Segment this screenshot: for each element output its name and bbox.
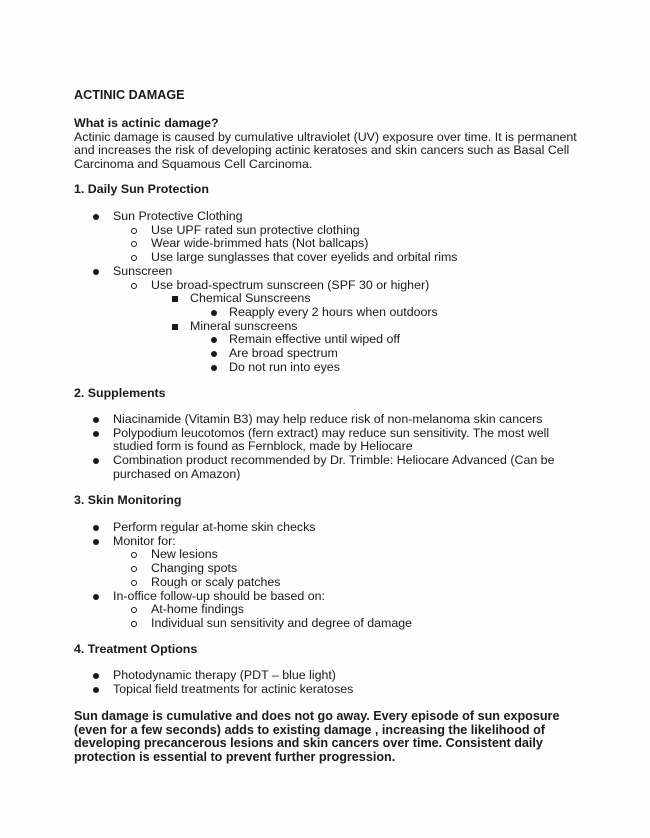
hollow-bullet-icon xyxy=(131,607,137,613)
list-item xyxy=(0,603,650,617)
list-item xyxy=(0,210,573,224)
filled-bullet-icon xyxy=(93,525,99,531)
list-item xyxy=(0,333,650,347)
hollow-bullet-icon xyxy=(131,566,137,572)
filled-bullet-icon xyxy=(93,687,99,693)
list-item-text: Rough or scaly patches xyxy=(151,574,281,589)
list-item xyxy=(0,562,650,576)
filled-bullet-icon xyxy=(93,417,99,423)
section-heading-supplements: 2. Supplements xyxy=(74,386,166,400)
list-item-text: Mineral sunscreens xyxy=(190,318,298,333)
section-heading-treatment-options: 4. Treatment Options xyxy=(74,642,198,656)
list-item xyxy=(0,535,573,549)
list-item xyxy=(0,279,650,293)
list-item xyxy=(0,251,650,265)
list-item-text: Polypodium leucotomos (fern extract) may reduce sun sensitivity. The most well studied form is found as Fernblock, made by Heliocare xyxy=(113,425,550,454)
square-bullet-icon xyxy=(172,296,178,302)
filled-bullet-icon xyxy=(93,431,99,437)
treatment-options-list xyxy=(0,669,650,696)
intro-block xyxy=(74,117,589,172)
list-item-text: Niacinamide (Vitamin B3) may help reduce risk of non-melanoma skin cancers xyxy=(113,412,543,426)
list-item-text: Sunscreen xyxy=(113,263,173,278)
list-item xyxy=(0,521,573,535)
filled-bullet-icon xyxy=(93,539,99,545)
list-item xyxy=(0,548,650,562)
supplements-list xyxy=(0,413,650,482)
list-item xyxy=(0,265,573,279)
list-item-text: Use broad-spectrum sunscreen (SPF 30 or higher) xyxy=(151,277,430,292)
filled-bullet-icon xyxy=(93,594,99,600)
list-item-text: New lesions xyxy=(151,547,218,562)
hollow-bullet-icon xyxy=(131,621,137,627)
hollow-bullet-icon xyxy=(131,283,137,289)
list-item-text: Topical field treatments for actinic keratoses xyxy=(113,681,354,696)
sun-protection-list xyxy=(0,210,650,374)
list-item-text: Use UPF rated sun protective clothing xyxy=(151,222,360,237)
filled-bullet-icon xyxy=(93,269,99,275)
list-item xyxy=(0,669,573,683)
list-item xyxy=(0,347,650,361)
list-item xyxy=(0,576,650,590)
filled-bullet-icon xyxy=(211,337,217,343)
skin-monitoring-list xyxy=(0,521,650,631)
list-item xyxy=(0,617,650,631)
filled-bullet-icon xyxy=(93,673,99,679)
hollow-bullet-icon xyxy=(131,228,137,234)
hollow-bullet-icon xyxy=(131,255,137,261)
filled-bullet-icon xyxy=(211,310,217,316)
hollow-bullet-icon xyxy=(131,580,137,586)
hollow-bullet-icon xyxy=(131,241,137,247)
list-item-text: Individual sun sensitivity and degree of damage xyxy=(151,615,413,630)
intro-text: Actinic damage is caused by cumulative ultraviolet (UV) exposure over time. It is permanent and increases the risk of developing actinic keratoses and skin cancers such as Basal Cell Carcinoma and Squamous Cell Carcinoma. xyxy=(74,129,577,172)
square-bullet-icon xyxy=(172,324,178,330)
list-item xyxy=(0,320,650,334)
intro-question: What is actinic damage? xyxy=(74,116,219,130)
list-item-text: Wear wide-brimmed hats (Not ballcaps) xyxy=(151,236,369,251)
list-item xyxy=(0,237,650,251)
list-item xyxy=(0,306,650,320)
list-item-text: Chemical Sunscreens xyxy=(190,291,311,306)
list-item xyxy=(0,361,650,375)
list-item-text: Perform regular at-home skin checks xyxy=(113,520,316,534)
list-item-text: Reapply every 2 hours when outdoors xyxy=(229,304,438,319)
section-heading-skin-monitoring: 3. Skin Monitoring xyxy=(74,493,182,507)
list-item xyxy=(0,292,650,306)
list-item-text: Monitor for: xyxy=(113,533,176,548)
filled-bullet-icon xyxy=(93,458,99,464)
filled-bullet-icon xyxy=(93,214,99,220)
list-item xyxy=(0,590,573,604)
list-item-text: Photodynamic therapy (PDT – blue light) xyxy=(113,668,336,682)
list-item-text: Use large sunglasses that cover eyelids and orbital rims xyxy=(151,250,458,265)
section-heading-sun-protection: 1. Daily Sun Protection xyxy=(74,182,209,196)
list-item xyxy=(0,224,650,238)
list-item-text: Changing spots xyxy=(151,561,238,576)
list-item xyxy=(0,454,573,481)
filled-bullet-icon xyxy=(211,351,217,357)
list-item xyxy=(0,683,573,697)
list-item-text: Are broad spectrum xyxy=(229,346,338,361)
list-item xyxy=(0,427,573,454)
list-item-text: Sun Protective Clothing xyxy=(113,209,243,223)
list-item-text: Combination product recommended by Dr. Trimble: Heliocare Advanced (Can be purchased on Amazon) xyxy=(113,453,555,481)
hollow-bullet-icon xyxy=(131,552,137,558)
list-item-text: At-home findings xyxy=(151,602,244,617)
list-item xyxy=(0,413,573,427)
filled-bullet-icon xyxy=(211,365,217,371)
page-title: ACTINIC DAMAGE xyxy=(74,88,185,102)
list-item-text: In-office follow-up should be based on: xyxy=(113,588,325,603)
list-item-text: Do not run into eyes xyxy=(229,359,340,374)
closing-statement: Sun damage is cumulative and does not go away. Every episode of sun exposure (even for a few seconds) adds to existing damage , increasing the likelihood of developing precancerous lesions and skin cancers over time. Consistent daily protection is essential to prevent further progression. xyxy=(74,709,560,765)
list-item-text: Remain effective until wiped off xyxy=(229,332,401,347)
